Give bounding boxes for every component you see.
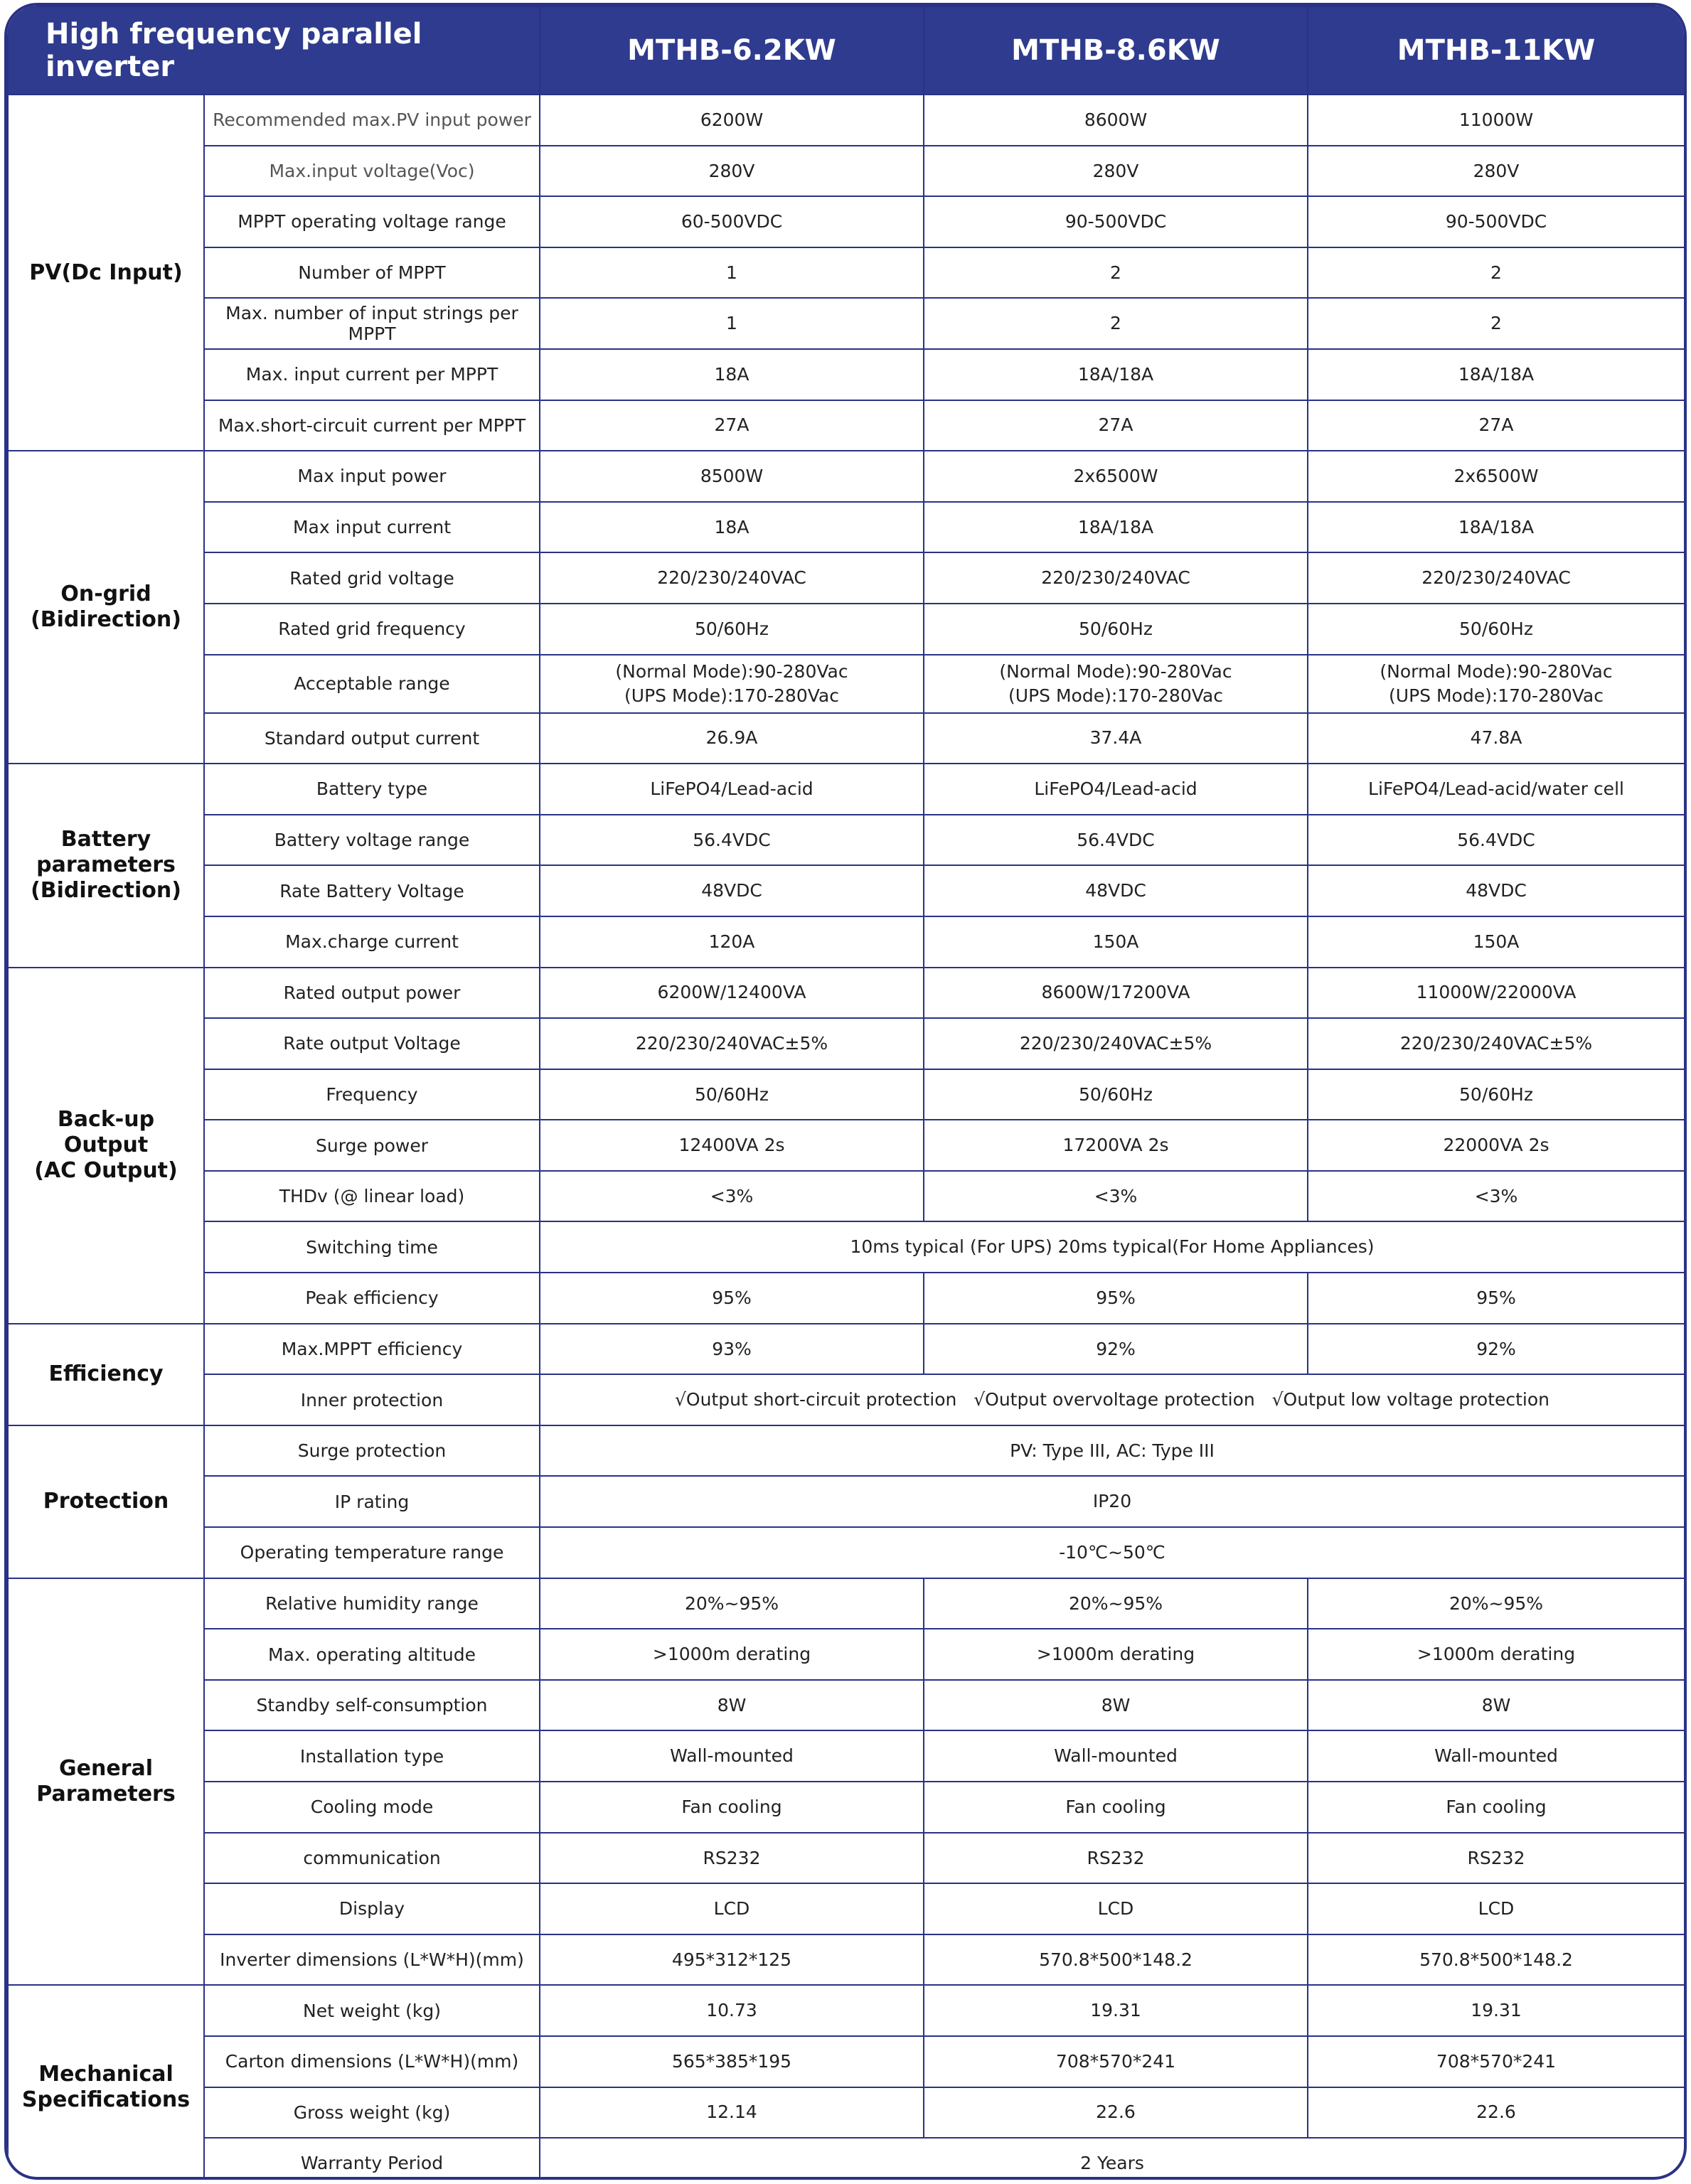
param-label: Rated grid frequency: [204, 604, 540, 655]
value-cell: <3%: [1308, 1171, 1685, 1222]
table-row: [8, 400, 1685, 451]
value-cell: >1000m derating: [540, 1629, 924, 1680]
param-label: Gross weight (kg): [204, 2087, 540, 2138]
param-label: Carton dimensions (L*W*H)(mm): [204, 2036, 540, 2087]
group-label-line: Output: [63, 1133, 149, 1158]
param-label: Max.input voltage(Voc): [204, 146, 540, 197]
table-row: [8, 815, 1685, 866]
value-cell: 8600W/17200VA: [924, 968, 1308, 1019]
value-cell-span: √Output short-circuit protection √Output overvoltage protection √Output low voltage protection: [540, 1374, 1685, 1425]
value-cell: Wall-mounted: [1308, 1730, 1685, 1782]
value-cell: 50/60Hz: [924, 1069, 1308, 1120]
value-cell: 92%: [924, 1324, 1308, 1375]
value-cell: 56.4VDC: [1308, 815, 1685, 866]
param-label: communication: [204, 1833, 540, 1884]
value-cell: 1: [540, 247, 924, 299]
param-label: IP rating: [204, 1476, 540, 1527]
table-row: [8, 1578, 1685, 1629]
table-row: [8, 968, 1685, 1019]
table-row: [8, 713, 1685, 764]
value-cell: 8W: [1308, 1680, 1685, 1731]
group-label-protection: Protection: [8, 1425, 204, 1578]
group-label-ongrid: [8, 451, 204, 764]
table-row: [8, 196, 1685, 247]
value-cell: Fan cooling: [540, 1782, 924, 1833]
value-cell: 2x6500W: [1308, 451, 1685, 502]
param-label: Max.MPPT efficiency: [204, 1324, 540, 1375]
value-cell: Wall-mounted: [540, 1730, 924, 1782]
value-cell: 6200W: [540, 95, 924, 146]
table-row: [8, 1120, 1685, 1171]
value-cell: 60-500VDC: [540, 196, 924, 247]
param-label: Max input current: [204, 502, 540, 553]
value-cell: >1000m derating: [1308, 1629, 1685, 1680]
group-label-general: [8, 1578, 204, 1986]
table-row: [8, 1730, 1685, 1782]
value-cell: 2: [924, 247, 1308, 299]
value-line: (Normal Mode):90-280Vac: [1380, 660, 1613, 682]
value-cell: 220/230/240VAC: [924, 552, 1308, 604]
table-row: [8, 2036, 1685, 2087]
value-cell-span: PV: Type III, AC: Type III: [540, 1425, 1685, 1477]
value-cell: 22.6: [1308, 2087, 1685, 2138]
param-label: THDv (@ linear load): [204, 1171, 540, 1222]
param-label: Display: [204, 1883, 540, 1934]
table-row: [8, 655, 1685, 713]
param-label: Operating temperature range: [204, 1527, 540, 1578]
table-row: [8, 552, 1685, 604]
group-label-efficiency: Efficiency: [8, 1324, 204, 1425]
value-cell-span: 10ms typical (For UPS) 20ms typical(For Home Appliances): [540, 1221, 1685, 1273]
value-cell: 708*570*241: [924, 2036, 1308, 2087]
group-label-line: Battery: [60, 827, 151, 852]
table-row: [8, 604, 1685, 655]
param-label: Standby self-consumption: [204, 1680, 540, 1731]
table-title: High frequency parallel inverter: [8, 6, 540, 95]
value-cell: LiFePO4/Lead-acid: [924, 764, 1308, 815]
value-cell-span: IP20: [540, 1476, 1685, 1527]
param-label: Warranty Period: [204, 2138, 540, 2180]
value-line: (Normal Mode):90-280Vac: [999, 660, 1232, 682]
header-row: [8, 6, 1685, 95]
group-label-pv: PV(Dc Input): [8, 95, 204, 451]
table-row: [8, 764, 1685, 815]
value-cell: 280V: [1308, 146, 1685, 197]
param-label: Peak efficiency: [204, 1273, 540, 1324]
value-cell: Fan cooling: [1308, 1782, 1685, 1833]
group-label-line: (AC Output): [34, 1158, 178, 1184]
param-label: Max.short-circuit current per MPPT: [204, 400, 540, 451]
param-label: Max. input current per MPPT: [204, 349, 540, 400]
table-row: [8, 1934, 1685, 1986]
group-label-line: On-grid: [60, 582, 151, 607]
value-cell: RS232: [924, 1833, 1308, 1884]
group-label-line: Back-up: [57, 1107, 155, 1133]
group-label-backup: [8, 968, 204, 1324]
param-label: Rate Battery Voltage: [204, 865, 540, 916]
table-row: [8, 1324, 1685, 1375]
param-label: Frequency: [204, 1069, 540, 1120]
value-cell: <3%: [924, 1171, 1308, 1222]
param-label: Number of MPPT: [204, 247, 540, 299]
value-cell: 56.4VDC: [540, 815, 924, 866]
value-cell: 92%: [1308, 1324, 1685, 1375]
table-row: [8, 146, 1685, 197]
value-line: (Normal Mode):90-280Vac: [615, 660, 848, 682]
table-row: [8, 502, 1685, 553]
value-cell: 12400VA 2s: [540, 1120, 924, 1171]
table-row: [8, 1425, 1685, 1477]
param-label: Battery voltage range: [204, 815, 540, 866]
value-cell: [1308, 655, 1685, 713]
table-row: [8, 95, 1685, 146]
value-cell: 95%: [540, 1273, 924, 1324]
param-label: Relative humidity range: [204, 1578, 540, 1629]
value-cell: 2: [1308, 247, 1685, 299]
table-row: [8, 916, 1685, 968]
table-row: [8, 1018, 1685, 1069]
value-cell: 48VDC: [924, 865, 1308, 916]
group-label-line: (Bidirection): [31, 607, 181, 633]
param-label: Installation type: [204, 1730, 540, 1782]
value-cell: 48VDC: [540, 865, 924, 916]
table-row: [8, 2138, 1685, 2180]
group-label-line: parameters: [36, 852, 176, 878]
value-cell: LCD: [540, 1883, 924, 1934]
value-cell: <3%: [540, 1171, 924, 1222]
value-cell: 56.4VDC: [924, 815, 1308, 866]
value-cell: 95%: [1308, 1273, 1685, 1324]
value-cell: 280V: [924, 146, 1308, 197]
table-row: [8, 1527, 1685, 1578]
table-row: [8, 2087, 1685, 2138]
value-cell: RS232: [1308, 1833, 1685, 1884]
value-cell: 18A: [540, 502, 924, 553]
table-row: [8, 349, 1685, 400]
group-label-battery: [8, 764, 204, 967]
value-cell: 22000VA 2s: [1308, 1120, 1685, 1171]
value-cell: [924, 655, 1308, 713]
value-cell: 27A: [1308, 400, 1685, 451]
value-cell: 18A/18A: [1308, 349, 1685, 400]
param-label: Rated grid voltage: [204, 552, 540, 604]
param-label: Rate output Voltage: [204, 1018, 540, 1069]
param-label: Standard output current: [204, 713, 540, 764]
value-cell-span: -10℃~50℃: [540, 1527, 1685, 1578]
value-cell: 50/60Hz: [924, 604, 1308, 655]
group-label-line: Parameters: [36, 1782, 176, 1806]
value-cell: 8600W: [924, 95, 1308, 146]
value-cell: 18A/18A: [924, 502, 1308, 553]
value-cell: 18A/18A: [1308, 502, 1685, 553]
value-cell: 220/230/240VAC: [540, 552, 924, 604]
value-cell: 565*385*195: [540, 2036, 924, 2087]
value-cell: 8500W: [540, 451, 924, 502]
table-row: [8, 1629, 1685, 1680]
param-label: Net weight (kg): [204, 1985, 540, 2036]
value-cell: 90-500VDC: [1308, 196, 1685, 247]
value-cell: 50/60Hz: [540, 1069, 924, 1120]
value-cell: LCD: [924, 1883, 1308, 1934]
value-cell: [540, 655, 924, 713]
param-label: Surge power: [204, 1120, 540, 1171]
value-cell: 22.6: [924, 2087, 1308, 2138]
param-label: Cooling mode: [204, 1782, 540, 1833]
param-label: Max. number of input strings per MPPT: [204, 298, 540, 349]
value-cell: 1: [540, 298, 924, 349]
value-cell: RS232: [540, 1833, 924, 1884]
group-label-line: Mechanical: [38, 2061, 174, 2087]
param-label: MPPT operating voltage range: [204, 196, 540, 247]
table-row: [8, 298, 1685, 349]
param-label: Max. operating altitude: [204, 1629, 540, 1680]
value-cell: LCD: [1308, 1883, 1685, 1934]
value-cell: 47.8A: [1308, 713, 1685, 764]
value-cell: 19.31: [1308, 1985, 1685, 2036]
value-cell: 50/60Hz: [540, 604, 924, 655]
value-cell: 280V: [540, 146, 924, 197]
spec-sheet-frame: [4, 3, 1687, 2180]
group-label-line: (Bidirection): [31, 878, 181, 904]
value-cell: 18A/18A: [924, 349, 1308, 400]
value-cell-span: 2 Years: [540, 2138, 1685, 2180]
value-cell: >1000m derating: [924, 1629, 1308, 1680]
value-cell: 120A: [540, 916, 924, 968]
value-cell: 37.4A: [924, 713, 1308, 764]
value-cell: 570.8*500*148.2: [924, 1934, 1308, 1986]
value-cell: 570.8*500*148.2: [1308, 1934, 1685, 1986]
value-cell: 2: [1308, 298, 1685, 349]
table-row: [8, 1680, 1685, 1731]
value-cell: 90-500VDC: [924, 196, 1308, 247]
table-row: [8, 1069, 1685, 1120]
group-label-mechanical: [8, 1985, 204, 2180]
value-cell: 18A: [540, 349, 924, 400]
value-cell: 50/60Hz: [1308, 604, 1685, 655]
value-cell: 8W: [540, 1680, 924, 1731]
param-label: Inverter dimensions (L*W*H)(mm): [204, 1934, 540, 1986]
value-cell: 708*570*241: [1308, 2036, 1685, 2087]
value-cell: 495*312*125: [540, 1934, 924, 1986]
model-header: MTHB-11KW: [1308, 6, 1685, 95]
group-label-line: General: [59, 1756, 153, 1781]
value-line: (UPS Mode):170-280Vac: [1008, 685, 1223, 706]
table-row: [8, 1833, 1685, 1884]
value-cell: 20%~95%: [924, 1578, 1308, 1629]
table-row: [8, 865, 1685, 916]
value-cell: 220/230/240VAC±5%: [540, 1018, 924, 1069]
value-cell: 20%~95%: [1308, 1578, 1685, 1629]
value-cell: 150A: [924, 916, 1308, 968]
param-label: Max.charge current: [204, 916, 540, 968]
value-cell: 11000W: [1308, 95, 1685, 146]
value-cell: 220/230/240VAC±5%: [1308, 1018, 1685, 1069]
table-row: [8, 1171, 1685, 1222]
table-row: [8, 1374, 1685, 1425]
value-line: (UPS Mode):170-280Vac: [624, 685, 839, 706]
table-row: [8, 1273, 1685, 1324]
value-cell: 93%: [540, 1324, 924, 1375]
table-row: [8, 1985, 1685, 2036]
model-header: MTHB-6.2KW: [540, 6, 924, 95]
param-label: Inner protection: [204, 1374, 540, 1425]
value-cell: Fan cooling: [924, 1782, 1308, 1833]
value-cell: LiFePO4/Lead-acid/water cell: [1308, 764, 1685, 815]
value-cell: 10.73: [540, 1985, 924, 2036]
param-label: Max input power: [204, 451, 540, 502]
group-label-line: Specifications: [21, 2087, 191, 2112]
table-row: [8, 451, 1685, 502]
value-cell: 8W: [924, 1680, 1308, 1731]
value-cell: 48VDC: [1308, 865, 1685, 916]
param-label: Rated output power: [204, 968, 540, 1019]
param-label: Acceptable range: [204, 655, 540, 713]
value-cell: 2x6500W: [924, 451, 1308, 502]
value-cell: 20%~95%: [540, 1578, 924, 1629]
value-cell: 2: [924, 298, 1308, 349]
value-cell: 220/230/240VAC±5%: [924, 1018, 1308, 1069]
value-cell: 6200W/12400VA: [540, 968, 924, 1019]
param-label: Battery type: [204, 764, 540, 815]
param-label: Surge protection: [204, 1425, 540, 1477]
table-row: [8, 1476, 1685, 1527]
value-cell: LiFePO4/Lead-acid: [540, 764, 924, 815]
value-cell: Wall-mounted: [924, 1730, 1308, 1782]
value-cell: 27A: [924, 400, 1308, 451]
value-cell: 50/60Hz: [1308, 1069, 1685, 1120]
value-cell: 95%: [924, 1273, 1308, 1324]
value-cell: 220/230/240VAC: [1308, 552, 1685, 604]
table-row: [8, 1883, 1685, 1934]
table-row: [8, 247, 1685, 299]
value-cell: 26.9A: [540, 713, 924, 764]
value-cell: 150A: [1308, 916, 1685, 968]
value-cell: 17200VA 2s: [924, 1120, 1308, 1171]
table-row: [8, 1782, 1685, 1833]
spec-table: [7, 6, 1685, 2180]
value-cell: 11000W/22000VA: [1308, 968, 1685, 1019]
value-cell: 27A: [540, 400, 924, 451]
value-cell: 19.31: [924, 1985, 1308, 2036]
value-line: (UPS Mode):170-280Vac: [1389, 685, 1604, 706]
value-cell: 12.14: [540, 2087, 924, 2138]
param-label: Switching time: [204, 1221, 540, 1273]
model-header: MTHB-8.6KW: [924, 6, 1308, 95]
table-row: [8, 1221, 1685, 1273]
param-label: Recommended max.PV input power: [204, 95, 540, 146]
